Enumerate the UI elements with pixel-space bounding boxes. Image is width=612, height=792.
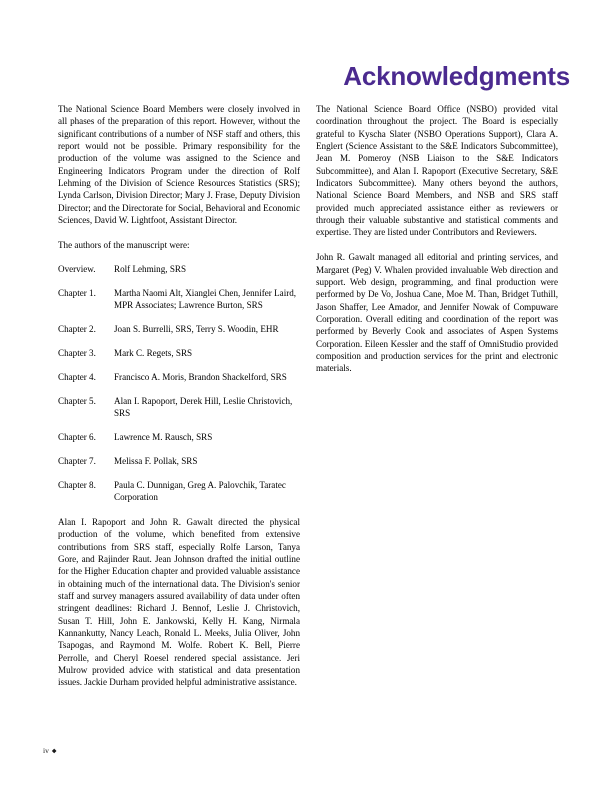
credit-label: Chapter 6. <box>58 431 96 442</box>
credit-names: Melissa F. Pollak, SRS <box>114 455 198 466</box>
credit-label: Chapter 8. <box>58 479 96 490</box>
credit-names: Mark C. Regets, SRS <box>114 347 193 358</box>
credit-label: Chapter 1. <box>58 287 96 298</box>
chapter-credits-list <box>58 263 300 504</box>
credit-row <box>58 455 300 467</box>
left-column <box>58 103 300 689</box>
credit-label: Chapter 7. <box>58 455 96 466</box>
credit-names: Rolf Lehming, SRS <box>114 263 186 274</box>
closing-paragraph: Alan I. Rapoport and John R. Gawalt directed the physical production of the volume, which benefited from extensive contributions from SRS staff, especially Rolfe Larson, Tanya Gore, and Rajinder Raut. Jean Johnson drafted the initial outline for the Higher Education chapter and provided valuable assistance in obtaining much of the international data. The Division's senior staff and survey managers assured availability of data under often stringent deadlines: Richard J. Bennof, Leslie J. Christovich, Susan T. Hill, John E. Jankowski, Kelly H. Kang, Nirmala Kannankutty, Nancy Leach, Ronald L. Meeks, Julia Oliver, John Tsapogas, and Raymond M. Wolfe. Robert K. Bell, Pierre Perrolle, and Cheryl Roesel rendered special assistance. Jeri Mulrow provided advice with statistical and data presentation issues. Jackie Durham provided helpful administrative assistance. <box>58 516 300 688</box>
credit-names: Lawrence M. Rausch, SRS <box>114 431 213 442</box>
credit-row <box>58 287 300 312</box>
credit-row <box>58 323 300 335</box>
credit-label: Chapter 5. <box>58 395 96 406</box>
authors-heading: The authors of the manuscript were: <box>58 239 190 250</box>
production-paragraph: John R. Gawalt managed all editorial and printing services, and Margaret (Peg) V. Whalen provided invaluable Web direction and support. Web design, programming, and final production were performed by De Vo, Joshua Cane, Moe M. Than, Bridget Tuthill, Jason Shaffer, Lee Amador, and Jennifer Nowak of Compuware Corporation. Overall editing and coordination of the report was performed by Beverly Cook and associates of Aspen Systems Corporation. Eileen Kessler and the staff of OmniStudio provided composition and production services for the print and electronic materials. <box>316 252 558 374</box>
intro-paragraph: The National Science Board Members were closely involved in all phases of the preparation of this report. However, without the significant contributions of a number of NSF staff and others, this report would not be possible. Primary responsibility for the production of the volume was assigned to the Science and Engineering Indicators Program under the direction of Rolf Lehming of the Division of Science Resources Statistics (SRS); Lynda Carlson, Division Director; Mary J. Frase, Deputy Division Director; and the Directorate for Social, Behavioral and Economic Sciences, David W. Lightfoot, Assistant Director. <box>58 104 300 226</box>
credit-label: Chapter 3. <box>58 347 96 358</box>
credit-names: Paula C. Dunnigan, Greg A. Palovchik, Taratec Corporation <box>114 479 286 503</box>
credit-row <box>58 347 300 359</box>
credit-row <box>58 395 300 420</box>
credit-row <box>58 431 300 443</box>
page-footer <box>43 746 57 757</box>
credit-names: Martha Naomi Alt, Xianglei Chen, Jennifer Laird, MPR Associates; Lawrence Burton, SRS <box>114 287 297 310</box>
credit-label: Chapter 4. <box>58 371 96 382</box>
credit-row <box>58 371 300 383</box>
credit-label: Chapter 2. <box>58 323 96 334</box>
credit-names: Alan I. Rapoport, Derek Hill, Leslie Christovich, SRS <box>114 395 293 419</box>
credit-names: Francisco A. Moris, Brandon Shackelford, SRS <box>114 371 287 382</box>
credit-label: Overview. <box>58 263 96 274</box>
nsbo-paragraph: The National Science Board Office (NSBO) provided vital coordination throughout the project. The Board is especially grateful to Kyscha Slater (NSBO Operations Support), Clara A. Englert (Science Assistant to the S&E Indicators Subcommittee), Jean M. Pomeroy (NSB Liaison to the S&E Indicators Subcommittee), and Alan I. Rapoport (Executive Secretary, S&E Indicators Subcommittee). Many others beyond the authors, National Science Board Members, and NSB and SRS staff provided much appreciated assistance either as reviewers or through their valuable substantive and statistical comments and expertise. They are listed under Contributors and Reviewers. <box>316 104 558 238</box>
page-title: Acknowledgments <box>343 61 570 92</box>
right-column <box>316 103 558 375</box>
credit-row <box>58 479 300 504</box>
page-number: iv <box>43 746 49 755</box>
credit-names: Joan S. Burrelli, SRS, Terry S. Woodin, EHR <box>114 323 279 334</box>
credit-row <box>58 263 300 275</box>
diamond-icon: ◆ <box>51 748 57 755</box>
